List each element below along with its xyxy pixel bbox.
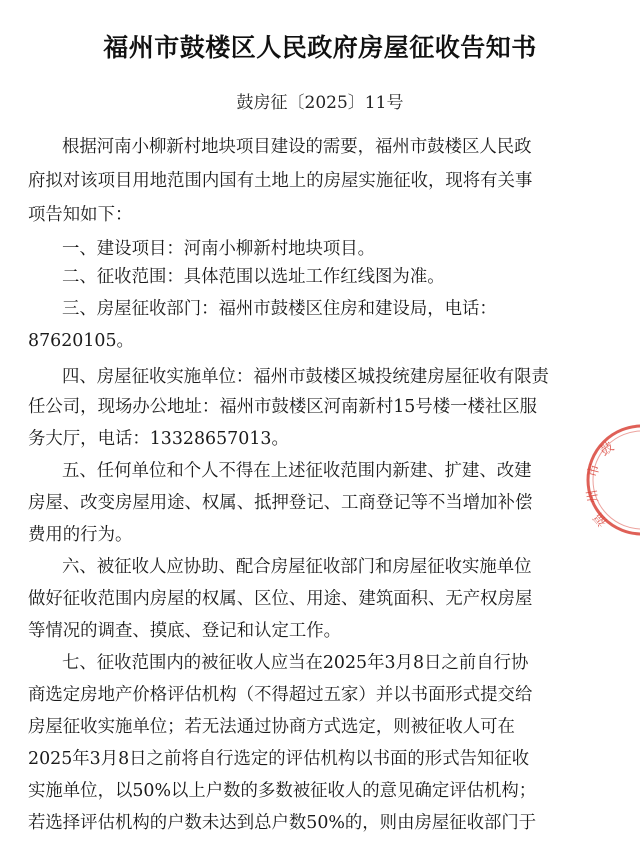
document-number: 鼓房征〔2025〕11号	[236, 93, 404, 113]
body-line: 一、建设项目：河南小柳新村地块项目。	[62, 239, 376, 259]
body-line: 项告知如下：	[28, 205, 133, 225]
body-line: 做好征收范围内房屋的权属、区位、用途、建筑面积、无产权房屋	[28, 589, 533, 609]
svg-text:福: 福	[591, 509, 612, 530]
official-seal-stamp	[582, 420, 640, 540]
body-line: 等情况的调查、摸底、登记和认定工作。	[28, 621, 342, 641]
body-line: 商选定房地产价格评估机构（不得超过五家）并以书面形式提交给	[28, 685, 533, 705]
svg-text:州: 州	[584, 488, 602, 504]
body-line: 五、任何单位和个人不得在上述征收范围内新建、扩建、改建	[62, 461, 532, 481]
body-line: 房屋、改变房屋用途、权属、抵押登记、工商登记等不当增加补偿	[28, 493, 533, 513]
svg-text:鼓: 鼓	[597, 439, 617, 460]
body-line: 房屋征收实施单位；若无法通过协商方式选定，则被征收人可在	[28, 717, 515, 737]
body-line: 七、征收范围内的被征收人应当在2025年3月8日之前自行协	[62, 653, 529, 673]
body-line: 若选择评估机构的户数未达到总户数50%的，则由房屋征收部门于	[28, 813, 537, 833]
body-line: 三、房屋征收部门：福州市鼓楼区住房和建设局，电话：	[62, 299, 497, 319]
body-line: 2025年3月8日之前将自行选定的评估机构以书面的形式告知征收	[28, 749, 530, 769]
body-line: 根据河南小柳新村地块项目建设的需要，福州市鼓楼区人民政	[62, 137, 532, 157]
body-line: 费用的行为。	[28, 525, 133, 545]
body-line: 二、征收范围：具体范围以选址工作红线图为准。	[62, 267, 445, 287]
document-title: 福州市鼓楼区人民政府房屋征收告知书	[103, 33, 537, 62]
body-line: 府拟对该项目用地范围内国有土地上的房屋实施征收，现将有关事	[28, 171, 533, 191]
body-line: 四、房屋征收实施单位：福州市鼓楼区城投统建房屋征收有限责	[62, 367, 549, 387]
body-line: 实施单位，以50%以上户数的多数被征收人的意见确定评估机构；	[28, 781, 537, 801]
body-line: 87620105。	[28, 331, 134, 351]
svg-text:市: 市	[585, 462, 604, 480]
body-line: 务大厅，电话：13328657013。	[28, 429, 289, 449]
body-line: 任公司，现场办公地址：福州市鼓楼区河南新村15号楼一楼社区服	[28, 397, 538, 417]
body-line: 六、被征收人应协助、配合房屋征收部门和房屋征收实施单位	[62, 557, 532, 577]
